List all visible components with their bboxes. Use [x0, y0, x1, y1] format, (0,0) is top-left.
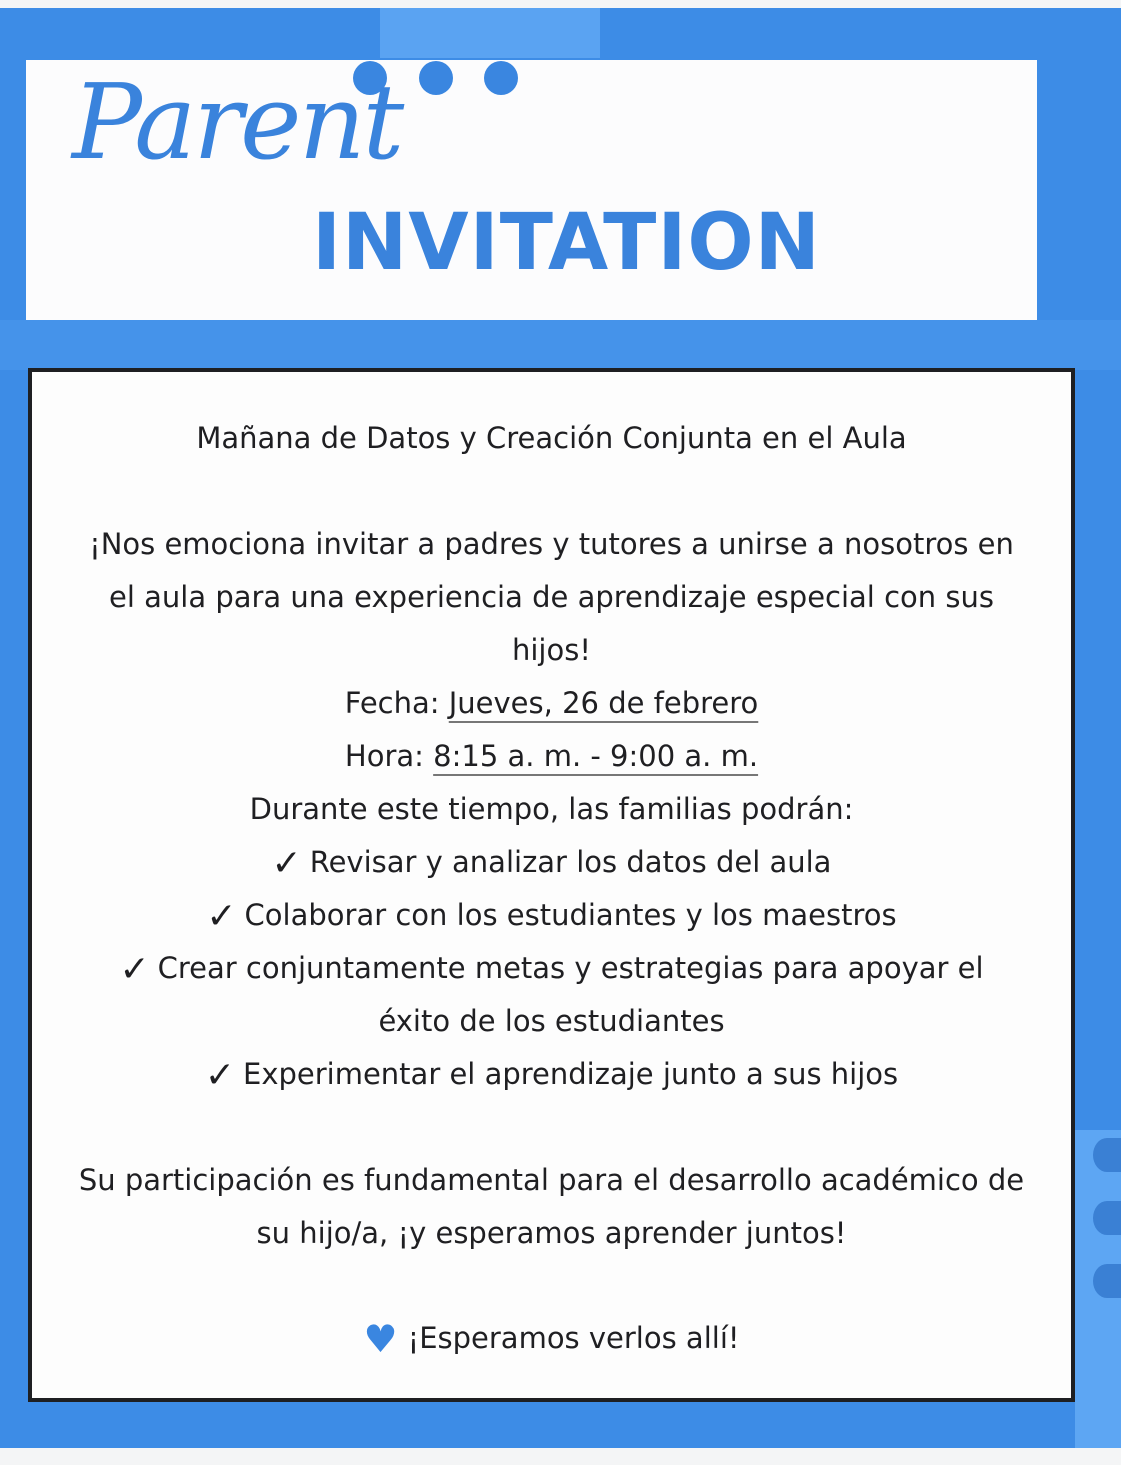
top-edge: [0, 0, 1121, 8]
list-item-text: Colaborar con los estudiantes y los maestros: [244, 898, 897, 932]
list-item: [32, 842, 1071, 884]
side-dot: [1093, 1264, 1121, 1298]
list-item-continuation: éxito de los estudiantes: [378, 1004, 725, 1038]
list-item-text: Revisar y analizar los datos del aula: [309, 845, 832, 879]
checkmark-icon: ✓: [271, 843, 302, 884]
final-text: ¡Esperamos verlos allí!: [407, 1321, 740, 1355]
date-value: Jueves, 26 de febrero: [448, 686, 759, 720]
list-item: [32, 948, 1071, 990]
decorative-dot: [419, 61, 453, 95]
background-band: [0, 320, 1121, 370]
during-text: Durante este tiempo, las familias podrán:: [249, 792, 854, 826]
time-row: [32, 736, 1071, 776]
list-item: [32, 1054, 1071, 1096]
time-label: Hora:: [344, 739, 424, 773]
bottom-edge: [0, 1448, 1121, 1465]
intro-line: ¡Nos emociona invitar a padres y tutores a unirse a nosotros en: [89, 527, 1014, 561]
closing-line: su hijo/a, ¡y esperamos aprender juntos!: [256, 1216, 847, 1250]
side-dot: [1093, 1138, 1121, 1172]
intro-line: hijos!: [512, 633, 591, 667]
time-value: 8:15 a. m. - 9:00 a. m.: [433, 739, 759, 773]
side-dot: [1093, 1201, 1121, 1235]
checkmark-icon: ✓: [119, 949, 150, 990]
date-label: Fecha:: [344, 686, 440, 720]
invitation-body: [28, 368, 1075, 1402]
heart-icon: ♥: [363, 1317, 398, 1361]
background-block: [380, 8, 600, 58]
list-item: [32, 895, 1071, 937]
final-message: [32, 1318, 1071, 1359]
event-heading: Mañana de Datos y Creación Conjunta en el Aula: [196, 421, 907, 455]
closing-line: Su participación es fundamental para el desarrollo académico de: [78, 1163, 1025, 1197]
checkmark-icon: ✓: [204, 1055, 235, 1096]
intro-line: el aula para una experiencia de aprendizaje especial con sus: [109, 580, 994, 614]
date-row: [32, 683, 1071, 723]
checkmark-icon: ✓: [206, 896, 237, 937]
decorative-dot: [484, 61, 518, 95]
list-item-text: Experimentar el aprendizaje junto a sus hijos: [243, 1057, 899, 1091]
list-item-text: Crear conjuntamente metas y estrategias para apoyar el: [157, 951, 984, 985]
block-title: INVITATION: [312, 198, 821, 288]
script-title: Parent: [72, 61, 402, 183]
